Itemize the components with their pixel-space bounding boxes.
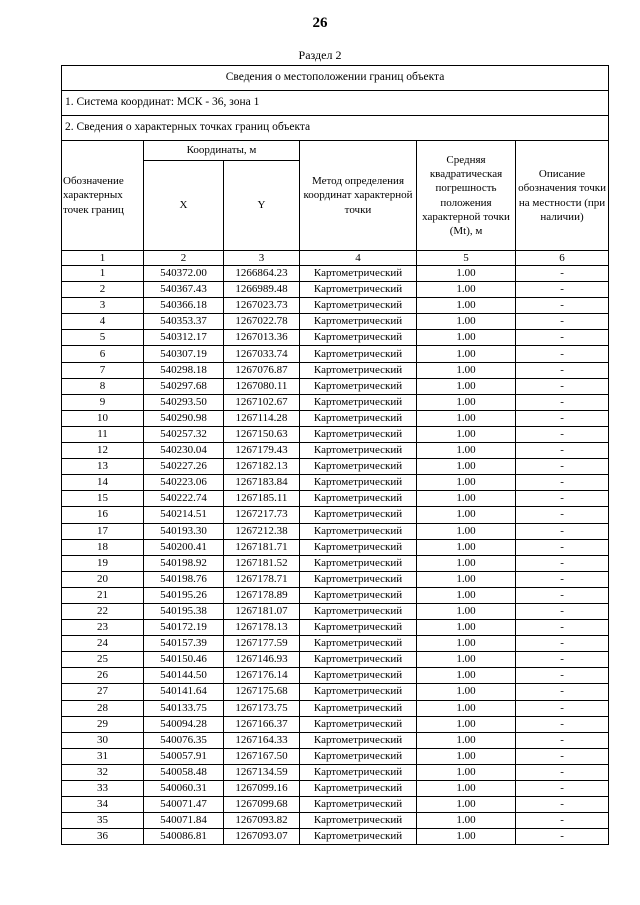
coord-x: 540223.06 — [144, 475, 224, 491]
table-row — [62, 684, 609, 700]
description: - — [516, 330, 609, 346]
description: - — [516, 555, 609, 571]
description: - — [516, 410, 609, 426]
coord-x: 540076.35 — [144, 732, 224, 748]
error: 1.00 — [417, 829, 516, 845]
coord-x: 540150.46 — [144, 652, 224, 668]
point-number: 19 — [62, 555, 144, 571]
point-number: 28 — [62, 700, 144, 716]
method: Картометрический — [300, 378, 417, 394]
coord-x: 540193.30 — [144, 523, 224, 539]
error: 1.00 — [417, 716, 516, 732]
method: Картометрический — [300, 620, 417, 636]
point-number: 33 — [62, 781, 144, 797]
description: - — [516, 394, 609, 410]
error: 1.00 — [417, 700, 516, 716]
coord-y: 1267023.73 — [224, 298, 300, 314]
description: - — [516, 781, 609, 797]
point-number: 4 — [62, 314, 144, 330]
coord-y: 1267076.87 — [224, 362, 300, 378]
header-description: Описание обозначения точки на местности (при наличии) — [516, 141, 609, 251]
point-number: 30 — [62, 732, 144, 748]
method: Картометрический — [300, 410, 417, 426]
coord-x: 540230.04 — [144, 443, 224, 459]
error: 1.00 — [417, 266, 516, 282]
description: - — [516, 346, 609, 362]
description: - — [516, 764, 609, 780]
point-number: 31 — [62, 748, 144, 764]
error: 1.00 — [417, 684, 516, 700]
coord-x: 540172.19 — [144, 620, 224, 636]
coord-x: 540141.64 — [144, 684, 224, 700]
point-number: 16 — [62, 507, 144, 523]
method: Картометрический — [300, 813, 417, 829]
coord-x: 540200.41 — [144, 539, 224, 555]
coord-y: 1267102.67 — [224, 394, 300, 410]
coord-y: 1267099.16 — [224, 781, 300, 797]
coord-x: 540071.47 — [144, 797, 224, 813]
description: - — [516, 829, 609, 845]
page-number: 26 — [312, 15, 328, 31]
method: Картометрический — [300, 330, 417, 346]
coord-y: 1267093.07 — [224, 829, 300, 845]
description: - — [516, 362, 609, 378]
method: Картометрический — [300, 748, 417, 764]
table-row — [62, 555, 609, 571]
description: - — [516, 700, 609, 716]
description: - — [516, 475, 609, 491]
description: - — [516, 716, 609, 732]
table-row — [62, 716, 609, 732]
point-number: 20 — [62, 571, 144, 587]
table-row — [62, 475, 609, 491]
method: Картометрический — [300, 282, 417, 298]
error: 1.00 — [417, 507, 516, 523]
method: Картометрический — [300, 652, 417, 668]
error: 1.00 — [417, 410, 516, 426]
error: 1.00 — [417, 748, 516, 764]
description: - — [516, 797, 609, 813]
column-number-row — [62, 251, 609, 266]
table-row — [62, 507, 609, 523]
method: Картометрический — [300, 684, 417, 700]
point-number: 3 — [62, 298, 144, 314]
coord-x: 540297.68 — [144, 378, 224, 394]
header-y: Y — [224, 161, 300, 251]
error: 1.00 — [417, 426, 516, 442]
coord-x: 540290.98 — [144, 410, 224, 426]
description: - — [516, 378, 609, 394]
method: Картометрический — [300, 539, 417, 555]
header-method: Метод определения координат характерной точки — [300, 141, 417, 251]
table-row — [62, 652, 609, 668]
point-number: 11 — [62, 426, 144, 442]
method: Картометрический — [300, 491, 417, 507]
point-number: 34 — [62, 797, 144, 813]
table-row — [62, 571, 609, 587]
description: - — [516, 732, 609, 748]
coord-y: 1267181.52 — [224, 555, 300, 571]
method: Картометрический — [300, 603, 417, 619]
point-number: 22 — [62, 603, 144, 619]
error: 1.00 — [417, 797, 516, 813]
coord-x: 540057.91 — [144, 748, 224, 764]
table-row — [62, 797, 609, 813]
coord-x: 540298.18 — [144, 362, 224, 378]
method: Картометрический — [300, 555, 417, 571]
table-row — [62, 636, 609, 652]
coord-y: 1267022.78 — [224, 314, 300, 330]
method: Картометрический — [300, 636, 417, 652]
error: 1.00 — [417, 603, 516, 619]
coord-y: 1267181.71 — [224, 539, 300, 555]
coord-y: 1267164.33 — [224, 732, 300, 748]
table-row — [62, 813, 609, 829]
table-row — [62, 764, 609, 780]
method: Картометрический — [300, 346, 417, 362]
coord-y: 1267182.13 — [224, 459, 300, 475]
description: - — [516, 298, 609, 314]
description: - — [516, 266, 609, 282]
point-number: 21 — [62, 587, 144, 603]
error: 1.00 — [417, 378, 516, 394]
error: 1.00 — [417, 298, 516, 314]
column-number: 4 — [300, 251, 417, 266]
column-number: 5 — [417, 251, 516, 266]
column-number: 2 — [144, 251, 224, 266]
point-number: 5 — [62, 330, 144, 346]
description: - — [516, 459, 609, 475]
method: Картометрический — [300, 797, 417, 813]
point-number: 23 — [62, 620, 144, 636]
point-number: 27 — [62, 684, 144, 700]
coord-y: 1267093.82 — [224, 813, 300, 829]
method: Картометрический — [300, 362, 417, 378]
table-row — [62, 603, 609, 619]
table-row — [62, 378, 609, 394]
point-number: 25 — [62, 652, 144, 668]
point-number: 12 — [62, 443, 144, 459]
coord-y: 1267178.13 — [224, 620, 300, 636]
coord-y: 1267146.93 — [224, 652, 300, 668]
coord-x: 540071.84 — [144, 813, 224, 829]
coord-x: 540144.50 — [144, 668, 224, 684]
coord-x: 540133.75 — [144, 700, 224, 716]
table-row — [62, 298, 609, 314]
method: Картометрический — [300, 314, 417, 330]
coord-y: 1267099.68 — [224, 797, 300, 813]
method: Картометрический — [300, 459, 417, 475]
method: Картометрический — [300, 443, 417, 459]
description: - — [516, 652, 609, 668]
error: 1.00 — [417, 555, 516, 571]
coordinate-system: 1. Система координат: МСК - 36, зона 1 — [62, 91, 609, 116]
point-number: 13 — [62, 459, 144, 475]
method: Картометрический — [300, 668, 417, 684]
coord-y: 1267179.43 — [224, 443, 300, 459]
table-row — [62, 410, 609, 426]
point-number: 35 — [62, 813, 144, 829]
description: - — [516, 748, 609, 764]
points-heading: 2. Сведения о характерных точках границ объекта — [62, 116, 609, 141]
error: 1.00 — [417, 443, 516, 459]
table-row — [62, 700, 609, 716]
point-number: 18 — [62, 539, 144, 555]
method: Картометрический — [300, 394, 417, 410]
coord-y: 1267217.73 — [224, 507, 300, 523]
error: 1.00 — [417, 652, 516, 668]
header-x: X — [144, 161, 224, 251]
coord-y: 1267178.71 — [224, 571, 300, 587]
coord-x: 540222.74 — [144, 491, 224, 507]
coord-y: 1267178.89 — [224, 587, 300, 603]
error: 1.00 — [417, 282, 516, 298]
coord-x: 540195.26 — [144, 587, 224, 603]
method: Картометрический — [300, 587, 417, 603]
point-number: 26 — [62, 668, 144, 684]
error: 1.00 — [417, 668, 516, 684]
coord-y: 1266989.48 — [224, 282, 300, 298]
coord-x: 540058.48 — [144, 764, 224, 780]
coord-x: 540094.28 — [144, 716, 224, 732]
point-number: 9 — [62, 394, 144, 410]
error: 1.00 — [417, 620, 516, 636]
error: 1.00 — [417, 475, 516, 491]
error: 1.00 — [417, 732, 516, 748]
table-row — [62, 282, 609, 298]
error: 1.00 — [417, 764, 516, 780]
point-number: 14 — [62, 475, 144, 491]
coord-x: 540353.37 — [144, 314, 224, 330]
description: - — [516, 523, 609, 539]
coord-x: 540198.76 — [144, 571, 224, 587]
point-number: 7 — [62, 362, 144, 378]
description: - — [516, 571, 609, 587]
coord-y: 1267177.59 — [224, 636, 300, 652]
method: Картометрический — [300, 507, 417, 523]
description: - — [516, 443, 609, 459]
column-number: 3 — [224, 251, 300, 266]
method: Картометрический — [300, 716, 417, 732]
table-row — [62, 346, 609, 362]
method: Картометрический — [300, 298, 417, 314]
error: 1.00 — [417, 813, 516, 829]
point-number: 36 — [62, 829, 144, 845]
coord-y: 1267150.63 — [224, 426, 300, 442]
coord-x: 540227.26 — [144, 459, 224, 475]
coord-y: 1267114.28 — [224, 410, 300, 426]
coord-x: 540086.81 — [144, 829, 224, 845]
boundary-points-table — [61, 65, 609, 845]
point-number: 32 — [62, 764, 144, 780]
method: Картометрический — [300, 426, 417, 442]
description: - — [516, 813, 609, 829]
coord-y: 1267212.38 — [224, 523, 300, 539]
error: 1.00 — [417, 587, 516, 603]
method: Картометрический — [300, 700, 417, 716]
section-label: Раздел 2 — [298, 48, 342, 62]
error: 1.00 — [417, 330, 516, 346]
coord-x: 540157.39 — [144, 636, 224, 652]
table-row — [62, 394, 609, 410]
error: 1.00 — [417, 539, 516, 555]
description: - — [516, 668, 609, 684]
column-number: 1 — [62, 251, 144, 266]
method: Картометрический — [300, 523, 417, 539]
table-row — [62, 459, 609, 475]
coord-x: 540312.17 — [144, 330, 224, 346]
table-row — [62, 539, 609, 555]
coord-y: 1267134.59 — [224, 764, 300, 780]
point-number: 10 — [62, 410, 144, 426]
error: 1.00 — [417, 362, 516, 378]
point-number: 2 — [62, 282, 144, 298]
coord-x: 540257.32 — [144, 426, 224, 442]
point-number: 17 — [62, 523, 144, 539]
point-number: 24 — [62, 636, 144, 652]
error: 1.00 — [417, 314, 516, 330]
coord-x: 540366.18 — [144, 298, 224, 314]
error: 1.00 — [417, 636, 516, 652]
table-row — [62, 781, 609, 797]
coord-x: 540195.38 — [144, 603, 224, 619]
description: - — [516, 620, 609, 636]
header-error: Средняя квадратическая погрешность положения характерной точки (Mt), м — [417, 141, 516, 251]
error: 1.00 — [417, 459, 516, 475]
table-row — [62, 443, 609, 459]
coord-x: 540293.50 — [144, 394, 224, 410]
header-coordinates: Координаты, м — [144, 141, 300, 161]
header-designation: Обозначение характерных точек границ — [62, 141, 144, 251]
coord-x: 540060.31 — [144, 781, 224, 797]
description: - — [516, 539, 609, 555]
coord-y: 1267167.50 — [224, 748, 300, 764]
table-row — [62, 620, 609, 636]
error: 1.00 — [417, 523, 516, 539]
coord-x: 540198.92 — [144, 555, 224, 571]
column-number: 6 — [516, 251, 609, 266]
point-number: 1 — [62, 266, 144, 282]
table-row — [62, 266, 609, 282]
method: Картометрический — [300, 571, 417, 587]
coord-y: 1267166.37 — [224, 716, 300, 732]
method: Картометрический — [300, 475, 417, 491]
coord-y: 1267176.14 — [224, 668, 300, 684]
error: 1.00 — [417, 346, 516, 362]
table-row — [62, 587, 609, 603]
table-row — [62, 829, 609, 845]
table-row — [62, 668, 609, 684]
coord-x: 540214.51 — [144, 507, 224, 523]
coord-x: 540367.43 — [144, 282, 224, 298]
coord-y: 1267173.75 — [224, 700, 300, 716]
error: 1.00 — [417, 571, 516, 587]
description: - — [516, 603, 609, 619]
coord-y: 1267181.07 — [224, 603, 300, 619]
method: Картометрический — [300, 781, 417, 797]
coord-y: 1266864.23 — [224, 266, 300, 282]
description: - — [516, 426, 609, 442]
description: - — [516, 314, 609, 330]
table-title: Сведения о местоположении границ объекта — [62, 66, 609, 91]
coord-y: 1267033.74 — [224, 346, 300, 362]
table-row — [62, 748, 609, 764]
point-number: 15 — [62, 491, 144, 507]
method: Картометрический — [300, 732, 417, 748]
point-number: 8 — [62, 378, 144, 394]
error: 1.00 — [417, 781, 516, 797]
description: - — [516, 636, 609, 652]
table-row — [62, 523, 609, 539]
table-row — [62, 362, 609, 378]
description: - — [516, 587, 609, 603]
table-row — [62, 732, 609, 748]
point-number: 29 — [62, 716, 144, 732]
table-body — [62, 266, 609, 845]
coord-y: 1267175.68 — [224, 684, 300, 700]
method: Картометрический — [300, 764, 417, 780]
description: - — [516, 282, 609, 298]
error: 1.00 — [417, 394, 516, 410]
table-row — [62, 426, 609, 442]
coord-y: 1267183.84 — [224, 475, 300, 491]
table-row — [62, 314, 609, 330]
coord-y: 1267013.36 — [224, 330, 300, 346]
description: - — [516, 491, 609, 507]
coord-y: 1267080.11 — [224, 378, 300, 394]
point-number: 6 — [62, 346, 144, 362]
method: Картометрический — [300, 829, 417, 845]
description: - — [516, 684, 609, 700]
description: - — [516, 507, 609, 523]
coord-x: 540307.19 — [144, 346, 224, 362]
coord-y: 1267185.11 — [224, 491, 300, 507]
method: Картометрический — [300, 266, 417, 282]
table-row — [62, 491, 609, 507]
coord-x: 540372.00 — [144, 266, 224, 282]
error: 1.00 — [417, 491, 516, 507]
table-row — [62, 330, 609, 346]
